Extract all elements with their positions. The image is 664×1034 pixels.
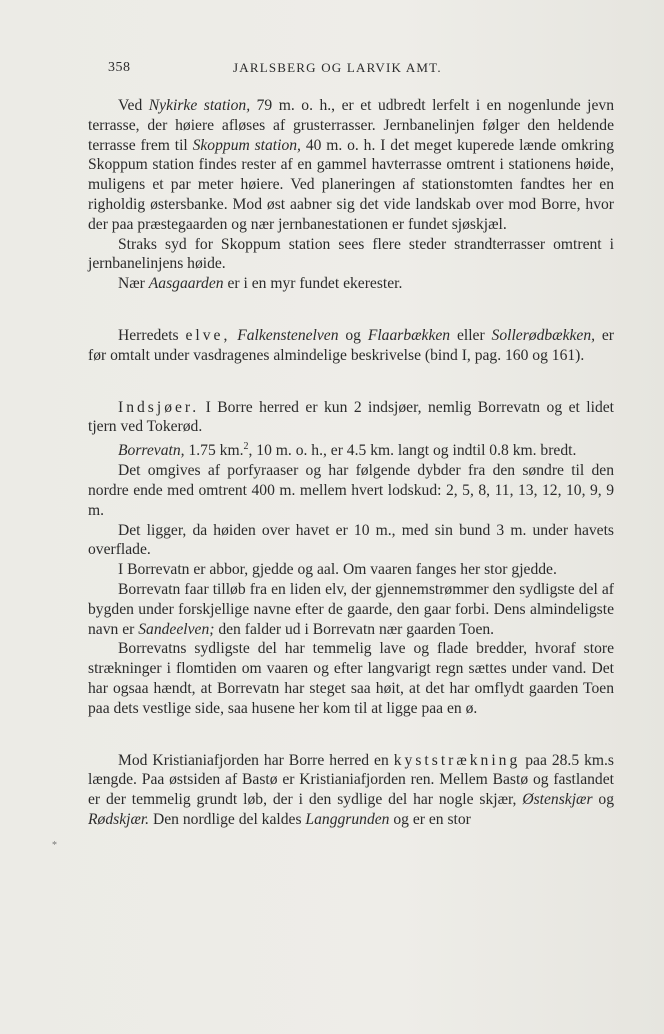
paragraph-fish: I Borrevatn er abbor, gjedde og aal. Om vaaren fanges her stor gjedde. (118, 561, 557, 579)
italic-river-name: Flaarbækken (367, 326, 451, 344)
spaced-heading: elve, (185, 326, 231, 344)
superscript: 2 (243, 441, 249, 453)
text-run: , 10 m. o. h., er 4.5 km. langt og indtil 0.8 km. bredt. (248, 442, 577, 460)
margin-mark: * (52, 840, 57, 851)
text-run: Mod Kristianiafjorden har Borre herred en (118, 751, 394, 769)
text-run: Den nordlige del kaldes (149, 810, 306, 828)
italic-place-name: Langgrunden (305, 810, 390, 828)
paragraph-height: Det ligger, da høiden over havet er 10 m., med sin bund 3 m. under havets overflade. (88, 521, 614, 559)
italic-place-name: Østenskjær (522, 791, 593, 809)
text-run: eller (450, 326, 492, 344)
paragraph-inflow (88, 580, 614, 639)
text-run: Ved (118, 97, 149, 114)
text-run: er før omtalt under vasdragenes almindelige beskrivelse (bind I, pag. 160 og 161). (88, 326, 615, 364)
italic-lake-name: Borrevatn, (118, 442, 185, 460)
spaced-heading: kyststrækning (393, 751, 521, 769)
text-run: 79 m. o. h., er et udbredt lerfelt i en nogenlunde jevn terrasse, der høiere afløses af grusterrasser. Jernbanelinjen følger den heldende terrasse frem til (88, 97, 614, 154)
paragraph-nykirke (88, 96, 614, 235)
paragraph-indsjoer (88, 398, 614, 438)
paragraph-skoppum: Straks syd for Skoppum station sees flere steder strandterrasser omtrent i jernbanelinjens høide. (88, 235, 614, 273)
paragraph-coastline (88, 751, 614, 830)
paragraph-flooding: Borrevatns sydligste del har temmelig lave og flade bredder, hvoraf store strækninger i flomtiden om vaaren og efter langvarigt regn sættes under vand. Det har ogsaa hændt, at Borrevatn har steget saa høit, at det har omflydt gaarden Toen paa dets vestlige side, saa husene her kom til at ligge paa en ø. (88, 640, 614, 717)
text-run: 1.75 km. (184, 442, 244, 460)
italic-river-name: Falkenstenelven (237, 326, 339, 344)
page-number: 358 (108, 60, 131, 75)
text-run: I Borre herred er kun 2 indsjøer, nemlig Borrevatn og et lidet tjern ved Tokerød. (88, 398, 614, 436)
text-run: Herredets (118, 326, 186, 344)
text-run: er i en myr fundet ekerester. (223, 275, 403, 293)
text-run: 40 m. o. h. I det meget kuperede lænde omkring Skoppum station findes rester af en gammel havterrasse omtrent i stationens høide, muligens et par meter høiere. Ved planeringen af stationstomten fandtes her en righoldig østersbanke. Mod øst aabner sig det vide landskab over mod Borre, hvor der paa præstegaarden og nær jernbanestationen er fundet sjøskjæl. (88, 136, 615, 233)
text-run: og (338, 326, 368, 344)
spaced-heading: Indsjøer. (118, 398, 200, 416)
italic-place-name: Nykirke station, (148, 97, 251, 114)
paragraph-borrevatn-size (88, 437, 614, 461)
text-run: Borrevatn faar tilløb fra en liden elv, der gjennemstrømmer den sydligste del af bygden under forskjellige navne efter de gaarde, den gaar forbi. Dens almindeligste navn er (88, 580, 614, 638)
italic-river-name: Sandeelven; (138, 620, 215, 638)
paragraph-aasgaarden (88, 274, 614, 294)
text-run: Nær (118, 275, 149, 293)
text-run: og er en stor (389, 810, 471, 828)
paragraph-elve (88, 326, 614, 366)
italic-place-name: Aasgaarden (148, 275, 224, 293)
italic-place-name: Skoppum station, (192, 136, 301, 154)
paragraph-depths: Det omgives af porfyraaser og har følgende dybder fra den søndre til den nordre ende med omtrent 400 m. mellem hvert lodskud: 2, 5, 8, 11, 13, 12, 10, 9, 9 m. (88, 462, 614, 519)
italic-river-name: Sollerødbækken, (491, 326, 596, 344)
running-title: JARLSBERG OG LARVIK AMT. (233, 60, 442, 75)
text-run: paa 28.5 km.s længde. Paa østsiden af Bastø er Kristianiafjorden ren. Mellem Bastø og fastlandet er der temmelig grundt løb, der i den sydlige del har nogle skjær, (88, 751, 614, 809)
page-body (88, 96, 614, 830)
text-run: og (592, 791, 614, 809)
italic-place-name: Rødskjær. (88, 810, 150, 828)
text-run: den falder ud i Borrevatn nær gaarden Toen. (214, 620, 495, 638)
